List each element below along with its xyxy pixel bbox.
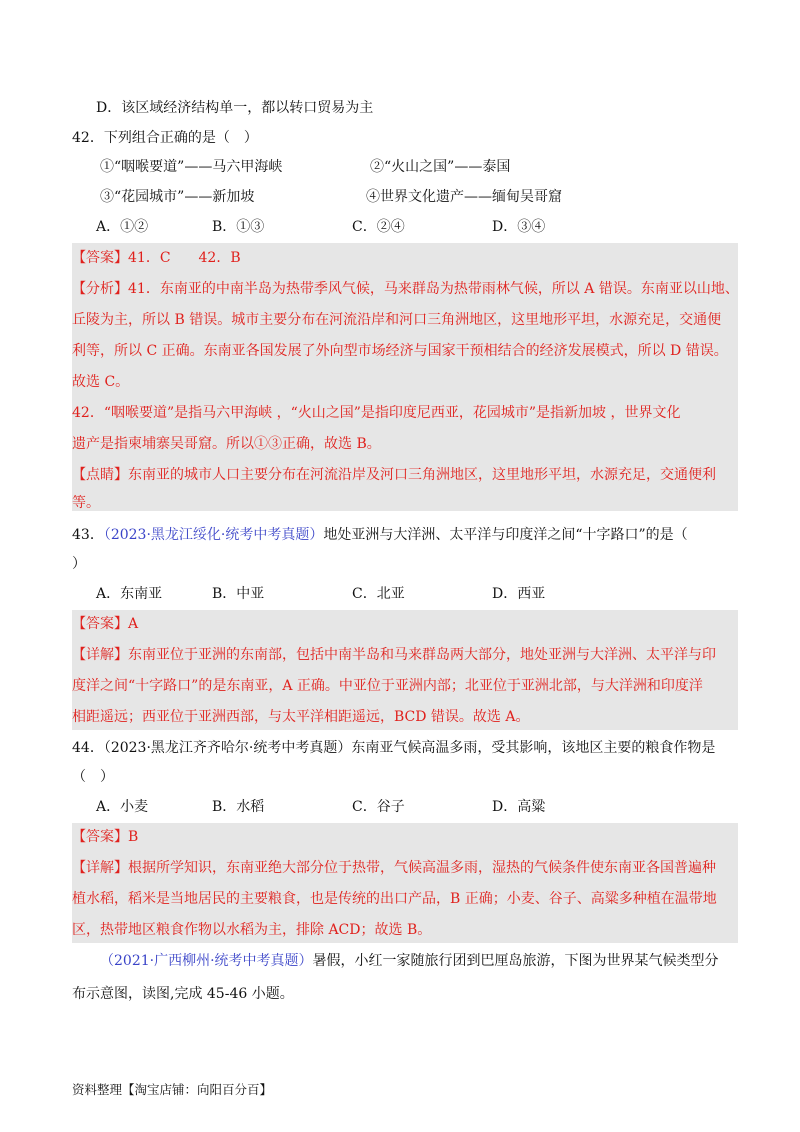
q44-answer: 【答案】B xyxy=(72,829,139,845)
q43-option-d: D．西亚 xyxy=(492,586,546,602)
q43-stem xyxy=(72,524,688,546)
q45-source: （2021·广西柳州·统考中考真题） xyxy=(100,953,313,969)
q43-detail-line-2: 度洋之间“十字路口”的是东南亚，A 正确。中亚位于亚洲内部；北亚位于亚洲北部，与大洋洲和印度洋 xyxy=(72,678,703,694)
q43-stem-text: 地处亚洲与大洋洲、太平洋与印度洋之间“十字路口”的是（ xyxy=(323,527,688,543)
q44-option-d: D．高粱 xyxy=(492,799,546,815)
answer-41-42: 【答案】41．C 42．B xyxy=(72,250,241,266)
q43-detail-line-1: 【详解】东南亚位于亚洲的东南部，包括中南半岛和马来群岛两大部分，地处亚洲与大洋洲、太平洋与印 xyxy=(72,647,716,663)
analysis-line-4: 故选 C。 xyxy=(72,374,130,390)
q44-option-c: C．谷子 xyxy=(352,799,405,815)
q42-option-d: D．③④ xyxy=(492,219,546,235)
q45-intro-line-2: 布示意图，读图,完成 45-46 小题。 xyxy=(72,986,294,1002)
q43-detail-line-3: 相距遥远；西亚位于亚洲西部，与太平洋相距遥远，BCD 错误。故选 A。 xyxy=(72,709,530,725)
q42-option-c: C．②④ xyxy=(352,219,405,235)
analysis-line-3: 利等，所以 C 正确。东南亚各国发展了外向型市场经济与国家干预相结合的经济发展模式，所以 D 错误。 xyxy=(72,343,728,359)
q42-item-3: ③“花园城市”——新加坡 xyxy=(100,189,255,205)
page-footer: 资料整理【淘宝店铺：向阳百分百】 xyxy=(72,1082,273,1097)
q43-stem-end: ） xyxy=(72,556,86,572)
q43-option-b: B．中亚 xyxy=(212,586,265,602)
q44-stem: 44．（2023·黑龙江齐齐哈尔·统考中考真题）东南亚气候高温多雨，受其影响，该地区主要的粮食作物是 xyxy=(72,740,716,756)
q42-item-4: ④世界文化遗产——缅甸吴哥窟 xyxy=(366,189,562,205)
q42-item-1: ①“咽喉要道”——马六甲海峡 xyxy=(100,159,283,175)
q45-intro-line-1 xyxy=(100,950,719,972)
analysis-line-1: 【分析】41．东南亚的中南半岛为热带季风气候，马来群岛为热带雨林气候，所以 A 错误。东南亚以山地、 xyxy=(72,281,739,297)
q45-intro-text-1: 暑假，小红一家随旅行团到巴厘岛旅游，下图为世界某气候类型分 xyxy=(312,953,719,969)
q43-answer: 【答案】A xyxy=(72,616,139,632)
analysis-line-2: 丘陵为主，所以 B 错误。城市主要分布在河流沿岸和河口三角洲地区，这里地形平坦，水源充足，交通便 xyxy=(72,312,722,328)
q43-option-a: A．东南亚 xyxy=(96,586,163,602)
q44-detail-line-2: 植水稻，稻米是当地居民的主要粮食，也是传统的出口产品，B 正确；小麦、谷子、高粱多种植在温带地 xyxy=(72,891,717,907)
q44-stem-end: （ ） xyxy=(72,769,114,785)
q44-detail-line-3: 区，热带地区粮食作物以水稻为主，排除 ACD；故选 B。 xyxy=(72,922,432,938)
q43-number: 43． xyxy=(72,527,104,543)
tip-line-2: 等。 xyxy=(72,495,100,511)
q44-option-b: B．水稻 xyxy=(212,799,265,815)
q42-item-2: ②“火山之国”——泰国 xyxy=(370,159,511,175)
q42-option-a: A．①② xyxy=(96,219,149,235)
q44-option-a: A．小麦 xyxy=(96,799,149,815)
tip-line-1: 【点睛】东南亚的城市人口主要分布在河流沿岸及河口三角洲地区，这里地形平坦，水源充足，交通便利 xyxy=(72,467,716,483)
q42-stem: 42．下列组合正确的是（ ） xyxy=(72,130,258,146)
q41-option-d: D．该区域经济结构单一，都以转口贸易为主 xyxy=(96,100,374,116)
q44-detail-line-1: 【详解】根据所学知识，东南亚绝大部分位于热带，气候高温多雨，湿热的气候条件使东南亚各国普遍种 xyxy=(72,860,716,876)
q43-source: （2023·黑龙江绥化·统考中考真题） xyxy=(103,527,324,543)
q43-option-c: C．北亚 xyxy=(352,586,405,602)
analysis-line-5: 42．“咽喉要道”是指马六甲海峡 ，“火山之国”是指印度尼西亚，花园城市”是指新加坡 ，世界文化 xyxy=(72,405,681,421)
analysis-line-6: 遗产是指柬埔寨吴哥窟。所以①③正确，故选 B。 xyxy=(72,436,381,452)
q42-option-b: B．①③ xyxy=(212,219,265,235)
